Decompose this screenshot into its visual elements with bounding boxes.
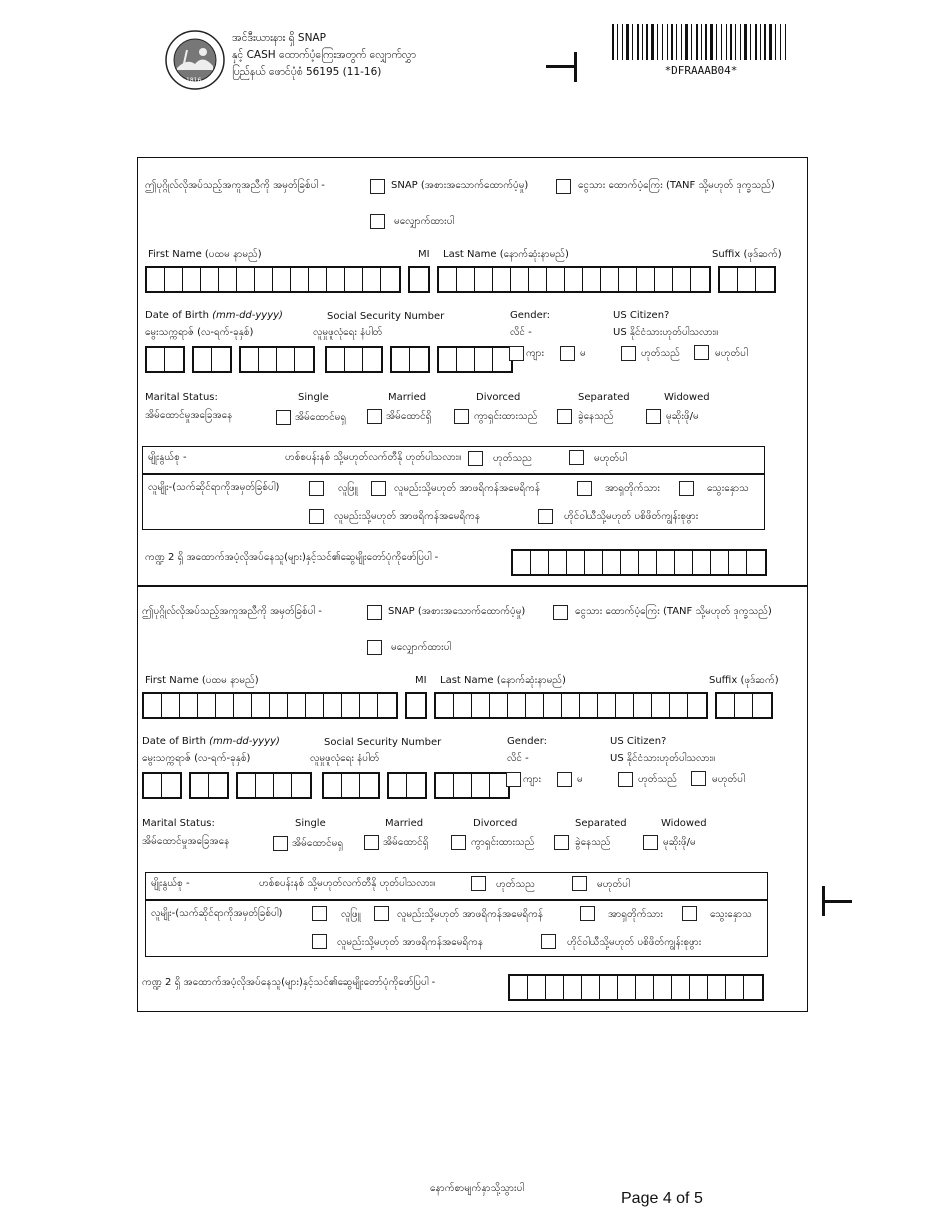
snap-checkbox[interactable] xyxy=(370,179,385,194)
ssn-part3-field[interactable] xyxy=(437,346,513,373)
single-checkbox[interactable] xyxy=(276,410,291,425)
ethnicity-no-checkbox[interactable] xyxy=(572,876,587,891)
dob-format: (mm-dd-yyyy) xyxy=(209,736,280,747)
divorced-checkbox[interactable] xyxy=(451,835,466,850)
male-checkbox[interactable] xyxy=(509,346,524,361)
mi-label: MI xyxy=(418,249,430,260)
separated-label: Separated xyxy=(578,392,630,403)
seal-text xyxy=(165,95,166,101)
dob-day-field[interactable] xyxy=(192,346,232,373)
first-name-field[interactable] xyxy=(142,692,398,719)
citizen-no-checkbox[interactable] xyxy=(694,345,709,360)
citizen-no-label: မဟုတ်ပါ xyxy=(712,774,745,785)
widowed-label-my: မုဆိုးဖို/မ xyxy=(666,411,699,422)
header-line2: နှင့် CASH ထောက်ပံ့ကြေးအတွက် လျှောက်လွှာ xyxy=(232,49,416,61)
barcode xyxy=(612,24,790,77)
married-label: Married xyxy=(385,818,424,829)
ssn-label-my: လူမှုဖူလုံရေး နံပါတ် xyxy=(313,327,383,338)
separated-label: Separated xyxy=(575,818,627,829)
dob-year-field[interactable] xyxy=(236,772,312,799)
separated-checkbox[interactable] xyxy=(557,409,572,424)
widowed-checkbox[interactable] xyxy=(643,835,658,850)
gender-label: Gender: xyxy=(507,736,548,747)
ethnicity-no-checkbox[interactable] xyxy=(569,450,584,465)
last-name-label: Last Name (နောက်ဆုံးနာမည်) xyxy=(440,675,566,686)
male-checkbox[interactable] xyxy=(506,772,521,787)
marital-label-my: အိမ်ထောင်မှုအခြေအနေ xyxy=(145,410,233,421)
header-line3: ပြည်နယ် ဖောင်ပုံစံ 56195 (11-16) xyxy=(232,66,382,78)
snap-checkbox[interactable] xyxy=(367,605,382,620)
married-label: Married xyxy=(388,392,427,403)
continue-note: နောက်စာမျက်နှာသို့သွားပါ xyxy=(430,1183,525,1194)
first-name-label: First Name (ပထမ နာမည်) xyxy=(148,249,262,260)
female-label: မ xyxy=(577,774,583,785)
dob-label xyxy=(145,310,283,322)
ethnicity-yes-label: ဟုတ်သည xyxy=(496,879,535,890)
race-black-checkbox[interactable] xyxy=(312,934,327,949)
barcode-icon xyxy=(612,24,790,60)
citizen-label: US Citizen? xyxy=(610,736,667,747)
dob-label-my: မွေးသက္ကရာဇ် (လ-ရက်-ခုနှစ်) xyxy=(145,327,254,338)
ssn-label: Social Security Number xyxy=(324,737,442,748)
race-black-checkbox[interactable] xyxy=(309,509,324,524)
page-number: Page 4 of 5 xyxy=(621,1190,703,1207)
marital-label: Marital Status: xyxy=(145,392,218,403)
suffix-label: Suffix (ဖုဒ်ဆက်) xyxy=(709,675,779,686)
dob-day-field[interactable] xyxy=(189,772,229,799)
race-aian-checkbox[interactable] xyxy=(371,481,386,496)
male-label: ကျား xyxy=(526,348,545,359)
mi-field[interactable] xyxy=(405,692,427,719)
mi-label: MI xyxy=(415,675,427,686)
race-aian-label: လူမည်းသို့မဟုတ် အာဖရိကန်အမေရိကန် xyxy=(394,483,541,494)
ssn-label-my: လူမှုဖူလုံရေး နံပါတ် xyxy=(310,753,380,764)
race-label: လူမျိုး-(သက်ဆိုင်ရာကိုအမှတ်ခြစ်ပါ) xyxy=(151,908,283,919)
dob-label-text: Date of Birth xyxy=(145,310,209,321)
suffix-field[interactable] xyxy=(718,266,776,293)
dob-month-field[interactable] xyxy=(145,346,185,373)
gender-label-my: လိင် - xyxy=(507,753,529,764)
widowed-label: Widowed xyxy=(664,392,710,403)
divorced-checkbox[interactable] xyxy=(454,409,469,424)
race-asian-label: အာရှတိုက်သား xyxy=(605,483,660,494)
ethnicity-no-label: မဟုတ်ပါ xyxy=(594,453,627,464)
ssn-part1-field[interactable] xyxy=(322,772,380,799)
cash-checkbox[interactable] xyxy=(556,179,571,194)
divorced-label: Divorced xyxy=(476,392,521,403)
race-aian-checkbox[interactable] xyxy=(374,906,389,921)
citizen-no-checkbox[interactable] xyxy=(691,771,706,786)
race-label: လူမျိုး-(သက်ဆိုင်ရာကိုအမှတ်ခြစ်ပါ) xyxy=(148,482,280,493)
single-label-my: အိမ်ထောင်မရှ xyxy=(295,412,347,423)
last-name-field[interactable] xyxy=(434,692,708,719)
married-checkbox[interactable] xyxy=(367,409,382,424)
single-checkbox[interactable] xyxy=(273,836,288,851)
race-asian-checkbox[interactable] xyxy=(577,481,592,496)
not-applying-label: မလျှောက်ထားပါ xyxy=(394,216,455,227)
citizen-yes-checkbox[interactable] xyxy=(621,346,636,361)
marital-label-my: အိမ်ထောင်မှုအခြေအနေ xyxy=(142,836,230,847)
citizen-no-label: မဟုတ်ပါ xyxy=(715,348,748,359)
race-pacific-checkbox[interactable] xyxy=(541,934,556,949)
race-black-label: လူမည်းသို့မဟုတ် အာဖရိကန်အမေရိကန xyxy=(337,937,484,948)
widowed-label-my: မုဆိုးဖို/မ xyxy=(663,837,696,848)
race-asian-label: အာရှတိုက်သား xyxy=(608,909,663,920)
ethnicity-label: မျိုးနွယ်စု - xyxy=(151,878,190,889)
citizen-yes-checkbox[interactable] xyxy=(618,772,633,787)
header-line1: အင်ဒီးယားနား ရှိ SNAP xyxy=(232,32,326,44)
not-applying-checkbox[interactable] xyxy=(370,214,385,229)
race-white-checkbox[interactable] xyxy=(312,906,327,921)
marital-label: Marital Status: xyxy=(142,818,215,829)
race-white-label: လူဖြူ xyxy=(338,483,358,494)
mi-field[interactable] xyxy=(408,266,430,293)
single-label-my: အိမ်ထောင်မရှ xyxy=(292,838,344,849)
case-relationship-field[interactable] xyxy=(508,974,764,1001)
race-black-label: လူမည်းသို့မဟုတ် အာဖရိကန်အမေရိကန xyxy=(334,511,481,522)
male-label: ကျား xyxy=(523,774,542,785)
last-name-label: Last Name (နောက်ဆုံးနာမည်) xyxy=(443,249,569,260)
snap-label: SNAP (အစားအသောက်ထောက်ပံ့မှု) xyxy=(388,606,526,617)
ethnicity-yes-checkbox[interactable] xyxy=(468,451,483,466)
race-white-checkbox[interactable] xyxy=(309,481,324,496)
cash-label: ငွေသား ထောက်ပံ့ကြေး (TANF သို့မဟုတ် ဒုက္ခသည်) xyxy=(575,606,772,617)
citizen-label-my: US နိုင်ငံသားဟုတ်ပါသလား။ xyxy=(610,753,716,764)
female-checkbox[interactable] xyxy=(560,346,575,361)
citizen-yes-label: ဟုတ်သည် xyxy=(638,774,677,785)
case-relationship-field[interactable] xyxy=(511,549,767,576)
race-other-checkbox[interactable] xyxy=(679,481,694,496)
cash-checkbox[interactable] xyxy=(553,605,568,620)
citizen-yes-label: ဟုတ်သည် xyxy=(641,348,680,359)
divorced-label: Divorced xyxy=(473,818,518,829)
married-label-my: အိမ်ထောင်ရှိ xyxy=(386,411,432,422)
gender-label-my: လိင် - xyxy=(510,327,532,338)
ssn-part2-field[interactable] xyxy=(387,772,427,799)
not-applying-label: မလျှောက်ထားပါ xyxy=(391,642,452,653)
single-label: Single xyxy=(295,818,326,829)
ethnicity-box xyxy=(145,872,768,900)
divorced-label-my: ကွာရှင်းထားသည် xyxy=(471,837,535,848)
married-label-my: အိမ်ထောင်ရှိ xyxy=(383,837,429,848)
divorced-label-my: ကွာရှင်းထားသည် xyxy=(474,411,538,422)
ssn-part1-field[interactable] xyxy=(325,346,383,373)
widowed-checkbox[interactable] xyxy=(646,409,661,424)
race-other-checkbox[interactable] xyxy=(682,906,697,921)
race-white-label: လူဖြူ xyxy=(341,909,361,920)
seal-year: 1816 xyxy=(186,77,202,84)
first-name-field[interactable] xyxy=(145,266,401,293)
female-label: မ xyxy=(580,348,586,359)
suffix-field[interactable] xyxy=(715,692,773,719)
dob-label-my: မွေးသက္ကရာဇ် (လ-ရက်-ခုနှစ်) xyxy=(142,753,251,764)
benefits-prompt: ဤပုဂ္ဂိုလ်လိုအပ်သည့်အကူအညီကို အမှတ်ခြစ်ပါ - xyxy=(142,606,322,617)
dob-label-text: Date of Birth xyxy=(142,736,206,747)
dob-label xyxy=(142,736,280,748)
suffix-label: Suffix (ဖုဒ်ဆက်) xyxy=(712,249,782,260)
dob-month-field[interactable] xyxy=(142,772,182,799)
cash-label: ငွေသား ထောက်ပံ့ကြေး (TANF သို့မဟုတ် ဒုက္ခသည်) xyxy=(578,180,775,191)
race-asian-checkbox[interactable] xyxy=(580,906,595,921)
race-other-label: သွေးနှောသ xyxy=(710,909,752,920)
citizen-label: US Citizen? xyxy=(613,310,670,321)
benefits-prompt: ဤပုဂ္ဂိုလ်လိုအပ်သည့်အကူအညီကို အမှတ်ခြစ်ပါ - xyxy=(145,180,325,191)
last-name-field[interactable] xyxy=(437,266,711,293)
barcode-text: *DFRAAAB04* xyxy=(664,64,738,77)
separated-checkbox[interactable] xyxy=(554,835,569,850)
section-divider xyxy=(137,585,808,587)
ethnicity-label: မျိုးနွယ်စု - xyxy=(148,452,187,463)
not-applying-checkbox[interactable] xyxy=(367,640,382,655)
ethnicity-yes-checkbox[interactable] xyxy=(471,876,486,891)
race-pacific-label: ဟိုင်ဝါယီသို့မဟုတ် ပစိဖိတ်ကျွန်းစုဖွား xyxy=(564,511,699,522)
race-other-label: သွေးနှောသ xyxy=(707,483,749,494)
snap-label: SNAP (အစားအသောက်ထောက်ပံ့မှု) xyxy=(391,180,529,191)
citizen-label-my: US နိုင်ငံသားဟုတ်ပါသလား။ xyxy=(613,327,719,338)
case-relationship-prompt: ကဏ္ဍ 2 ရှိ အထောက်အပံ့လိုအပ်နေသူ(များ)နှင့်သင်၏ဆွေမျိုးတော်ပုံကိုဖော်ပြပါ - xyxy=(145,552,439,563)
female-checkbox[interactable] xyxy=(557,772,572,787)
ssn-part2-field[interactable] xyxy=(390,346,430,373)
single-label: Single xyxy=(298,392,329,403)
ethnicity-yes-label: ဟုတ်သည xyxy=(493,453,532,464)
ethnicity-question: ဟစ်စပန်းနစ် သို့မဟုတ်လက်တီနို ဟုတ်ပါသလား။ xyxy=(285,452,462,463)
ssn-label: Social Security Number xyxy=(327,311,445,322)
separated-label-my: ခွဲနေသည် xyxy=(575,837,611,848)
race-pacific-checkbox[interactable] xyxy=(538,509,553,524)
gender-label: Gender: xyxy=(510,310,551,321)
ethnicity-question: ဟစ်စပန်းနစ် သို့မဟုတ်လက်တီနို ဟုတ်ပါသလား။ xyxy=(259,878,436,889)
case-relationship-prompt: ကဏ္ဍ 2 ရှိ အထောက်အပံ့လိုအပ်နေသူ(များ)နှင့်သင်၏ဆွေမျိုးတော်ပုံကိုဖော်ပြပါ - xyxy=(142,977,436,988)
ethnicity-no-label: မဟုတ်ပါ xyxy=(597,879,630,890)
married-checkbox[interactable] xyxy=(364,835,379,850)
separated-label-my: ခွဲနေသည် xyxy=(578,411,614,422)
ssn-part3-field[interactable] xyxy=(434,772,510,799)
dob-format: (mm-dd-yyyy) xyxy=(212,310,283,321)
race-aian-label: လူမည်းသို့မဟုတ် အာဖရိကန်အမေရိကန် xyxy=(397,909,544,920)
first-name-label: First Name (ပထမ နာမည်) xyxy=(145,675,259,686)
widowed-label: Widowed xyxy=(661,818,707,829)
race-pacific-label: ဟိုင်ဝါယီသို့မဟုတ် ပစိဖိတ်ကျွန်းစုဖွား xyxy=(567,937,702,948)
dob-year-field[interactable] xyxy=(239,346,315,373)
